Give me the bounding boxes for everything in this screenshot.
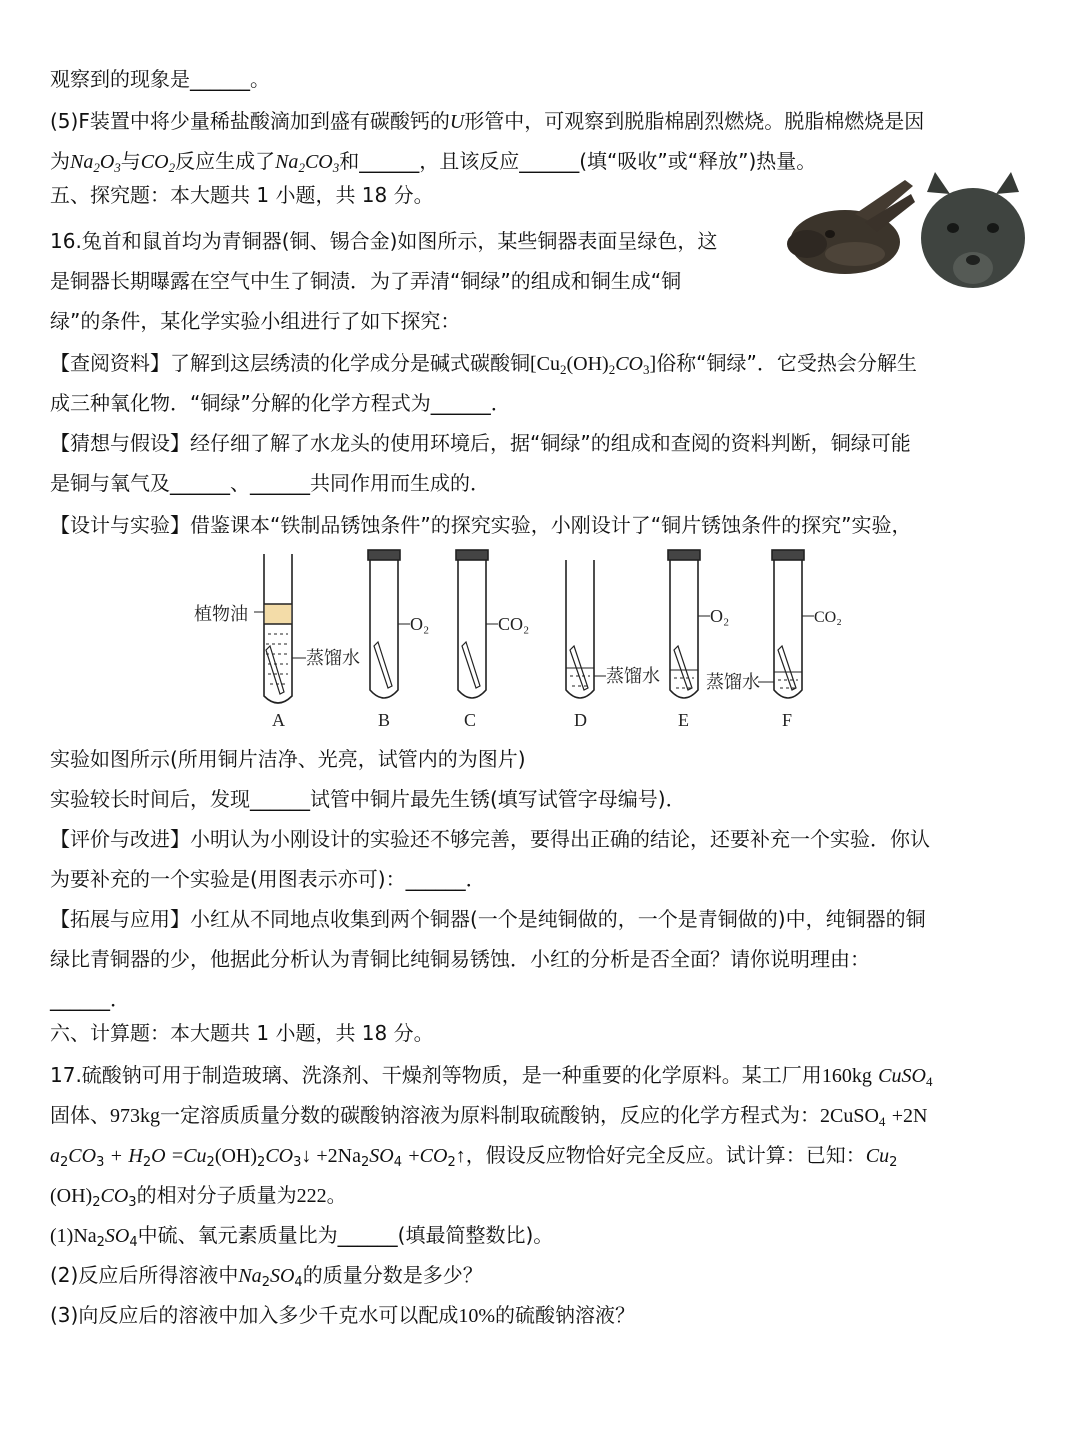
extension-line2: 绿比青铜器的少，他据此分析认为青铜比纯铜易锈蚀．小红的分析是否全面？请你说明理由：: [50, 947, 870, 971]
tube-D: [566, 560, 606, 698]
extension-line3: ______．: [50, 987, 130, 1011]
label-o2-B: O₂: [410, 614, 430, 634]
section-6-heading: 六、计算题：本大题共 1 小题，共 18 分。: [50, 1021, 434, 1045]
tube-C: [456, 550, 498, 698]
tube-label-C: C: [464, 710, 477, 730]
section-5-heading: 五、探究题：本大题共 1 小题，共 18 分。: [50, 183, 434, 207]
ref-line1: 【查阅资料】了解到这层绣渍的化学成分是碱式碳酸铜$[Cu_2(OH)_2CO_3]$俗称“铜绿”．它受热会分解生: [50, 351, 917, 377]
label-distilled-water-E: 蒸馏水: [706, 672, 760, 693]
q17-line4: $(OH)_2CO_3$的相对分子质量为222。: [50, 1183, 347, 1210]
tube-label-A: A: [272, 710, 285, 730]
tube-label-E: E: [678, 710, 689, 730]
tube-E: [668, 550, 710, 698]
design-line: 【设计与实验】借鉴课本“铁制品锈蚀条件”的探究实验，小刚设计了“铜片锈蚀条件的探究”实验，: [50, 513, 912, 537]
tube-label-D: D: [574, 710, 587, 730]
text-line-observed: 观察到的现象是______。: [50, 67, 270, 91]
rabbit-head-image: [787, 180, 915, 274]
label-distilled-water-D: 蒸馏水: [606, 666, 660, 687]
q17-line2: 固体、973kg一定溶质质量分数的碳酸钠溶液为原料制取硫酸钠，反应的化学方程式为：2CuSO$_4$ +2N: [50, 1103, 928, 1129]
q17-line1: 17.硫酸钠可用于制造玻璃、洗涤剂、干燥剂等物质，是一种重要的化学原料。某工厂用160kg CuSO$_4$: [50, 1063, 933, 1089]
q16-line1: 16.兔首和鼠首均为青铜器(铜、锡合金)如图所示，某些铜器表面呈绿色，这: [50, 229, 718, 253]
q16-line3: 绿”的条件，某化学实验小组进行了如下探究：: [50, 309, 461, 333]
evaluation-line2: 为要补充的一个实验是(用图表示亦可)：______．: [50, 867, 486, 891]
tube-A: [254, 554, 306, 703]
label-distilled-water-A: 蒸馏水: [306, 648, 360, 669]
evaluation-line1: 【评价与改进】小明认为小刚设计的实验还不够完善，要得出正确的结论，还要补充一个实验．你认: [50, 827, 930, 851]
test-tube-apparatus-diagram: [188, 546, 842, 736]
q17-part3: (3)向反应后的溶液中加入多少千克水可以配成10%的硫酸钠溶液？: [50, 1303, 636, 1327]
hypothesis-line2: 是铜与氧气及______、______共同作用而生成的．: [50, 471, 490, 495]
tube-B: [368, 550, 410, 698]
experiment-line1: 实验如图所示(所用铜片洁净、光亮，试管内的为图片): [50, 747, 526, 771]
label-o2-E: O₂: [710, 606, 730, 626]
ref-line2: 成三种氧化物．“铜绿”分解的化学方程式为______．: [50, 391, 511, 415]
tube-F: [758, 550, 814, 698]
hypothesis-line1: 【猜想与假设】经仔细了解了水龙头的使用环境后，据“铜绿”的组成和查阅的资料判断，铜绿可能: [50, 431, 911, 455]
q17-part1: $(1)Na_2SO_4$中硫、氧元素质量比为______(填最简整数比)。: [50, 1223, 554, 1250]
q17-line3: $a_2CO_3 + H_2O$ $=Cu_2(OH)_2CO_3↓ +2Na_2SO_4$ $+CO_2↑$，假设反应物恰好完全反应。试计算：已知：$Cu_2$: [50, 1143, 898, 1170]
text-line-q5-cont: 为$Na_2O_3$与$CO_2$反应生成了$Na_2CO_3$和______，且该反应______(填“吸收”或“释放”)热量。: [50, 149, 817, 175]
text-line-q5: (5)F装置中将少量稀盐酸滴加到盛有碳酸钙的U形管中，可观察到脱脂棉剧烈燃烧。脱脂棉燃烧是因: [50, 109, 925, 133]
label-vegetable-oil: 植物油: [194, 604, 248, 625]
label-co2-C: CO₂: [498, 614, 530, 634]
extension-line1: 【拓展与应用】小红从不同地点收集到两个铜器(一个是纯铜做的，一个是青铜做的)中，纯铜器的铜: [50, 907, 926, 931]
label-co2-F: CO₂: [814, 609, 842, 626]
experiment-line2: 实验较长时间后，发现______试管中铜片最先生锈(填写试管字母编号)．: [50, 787, 686, 811]
q17-part2: (2)反应后所得溶液中$Na_2SO_4$的质量分数是多少？: [50, 1263, 483, 1290]
q16-line2: 是铜器长期曝露在空气中生了铜渍．为了弄清“铜绿”的组成和铜生成“铜: [50, 269, 682, 293]
tube-label-F: F: [782, 710, 793, 730]
tube-label-B: B: [378, 710, 391, 730]
bronze-heads-photo: [785, 172, 1035, 298]
rat-head-image: [921, 172, 1025, 288]
